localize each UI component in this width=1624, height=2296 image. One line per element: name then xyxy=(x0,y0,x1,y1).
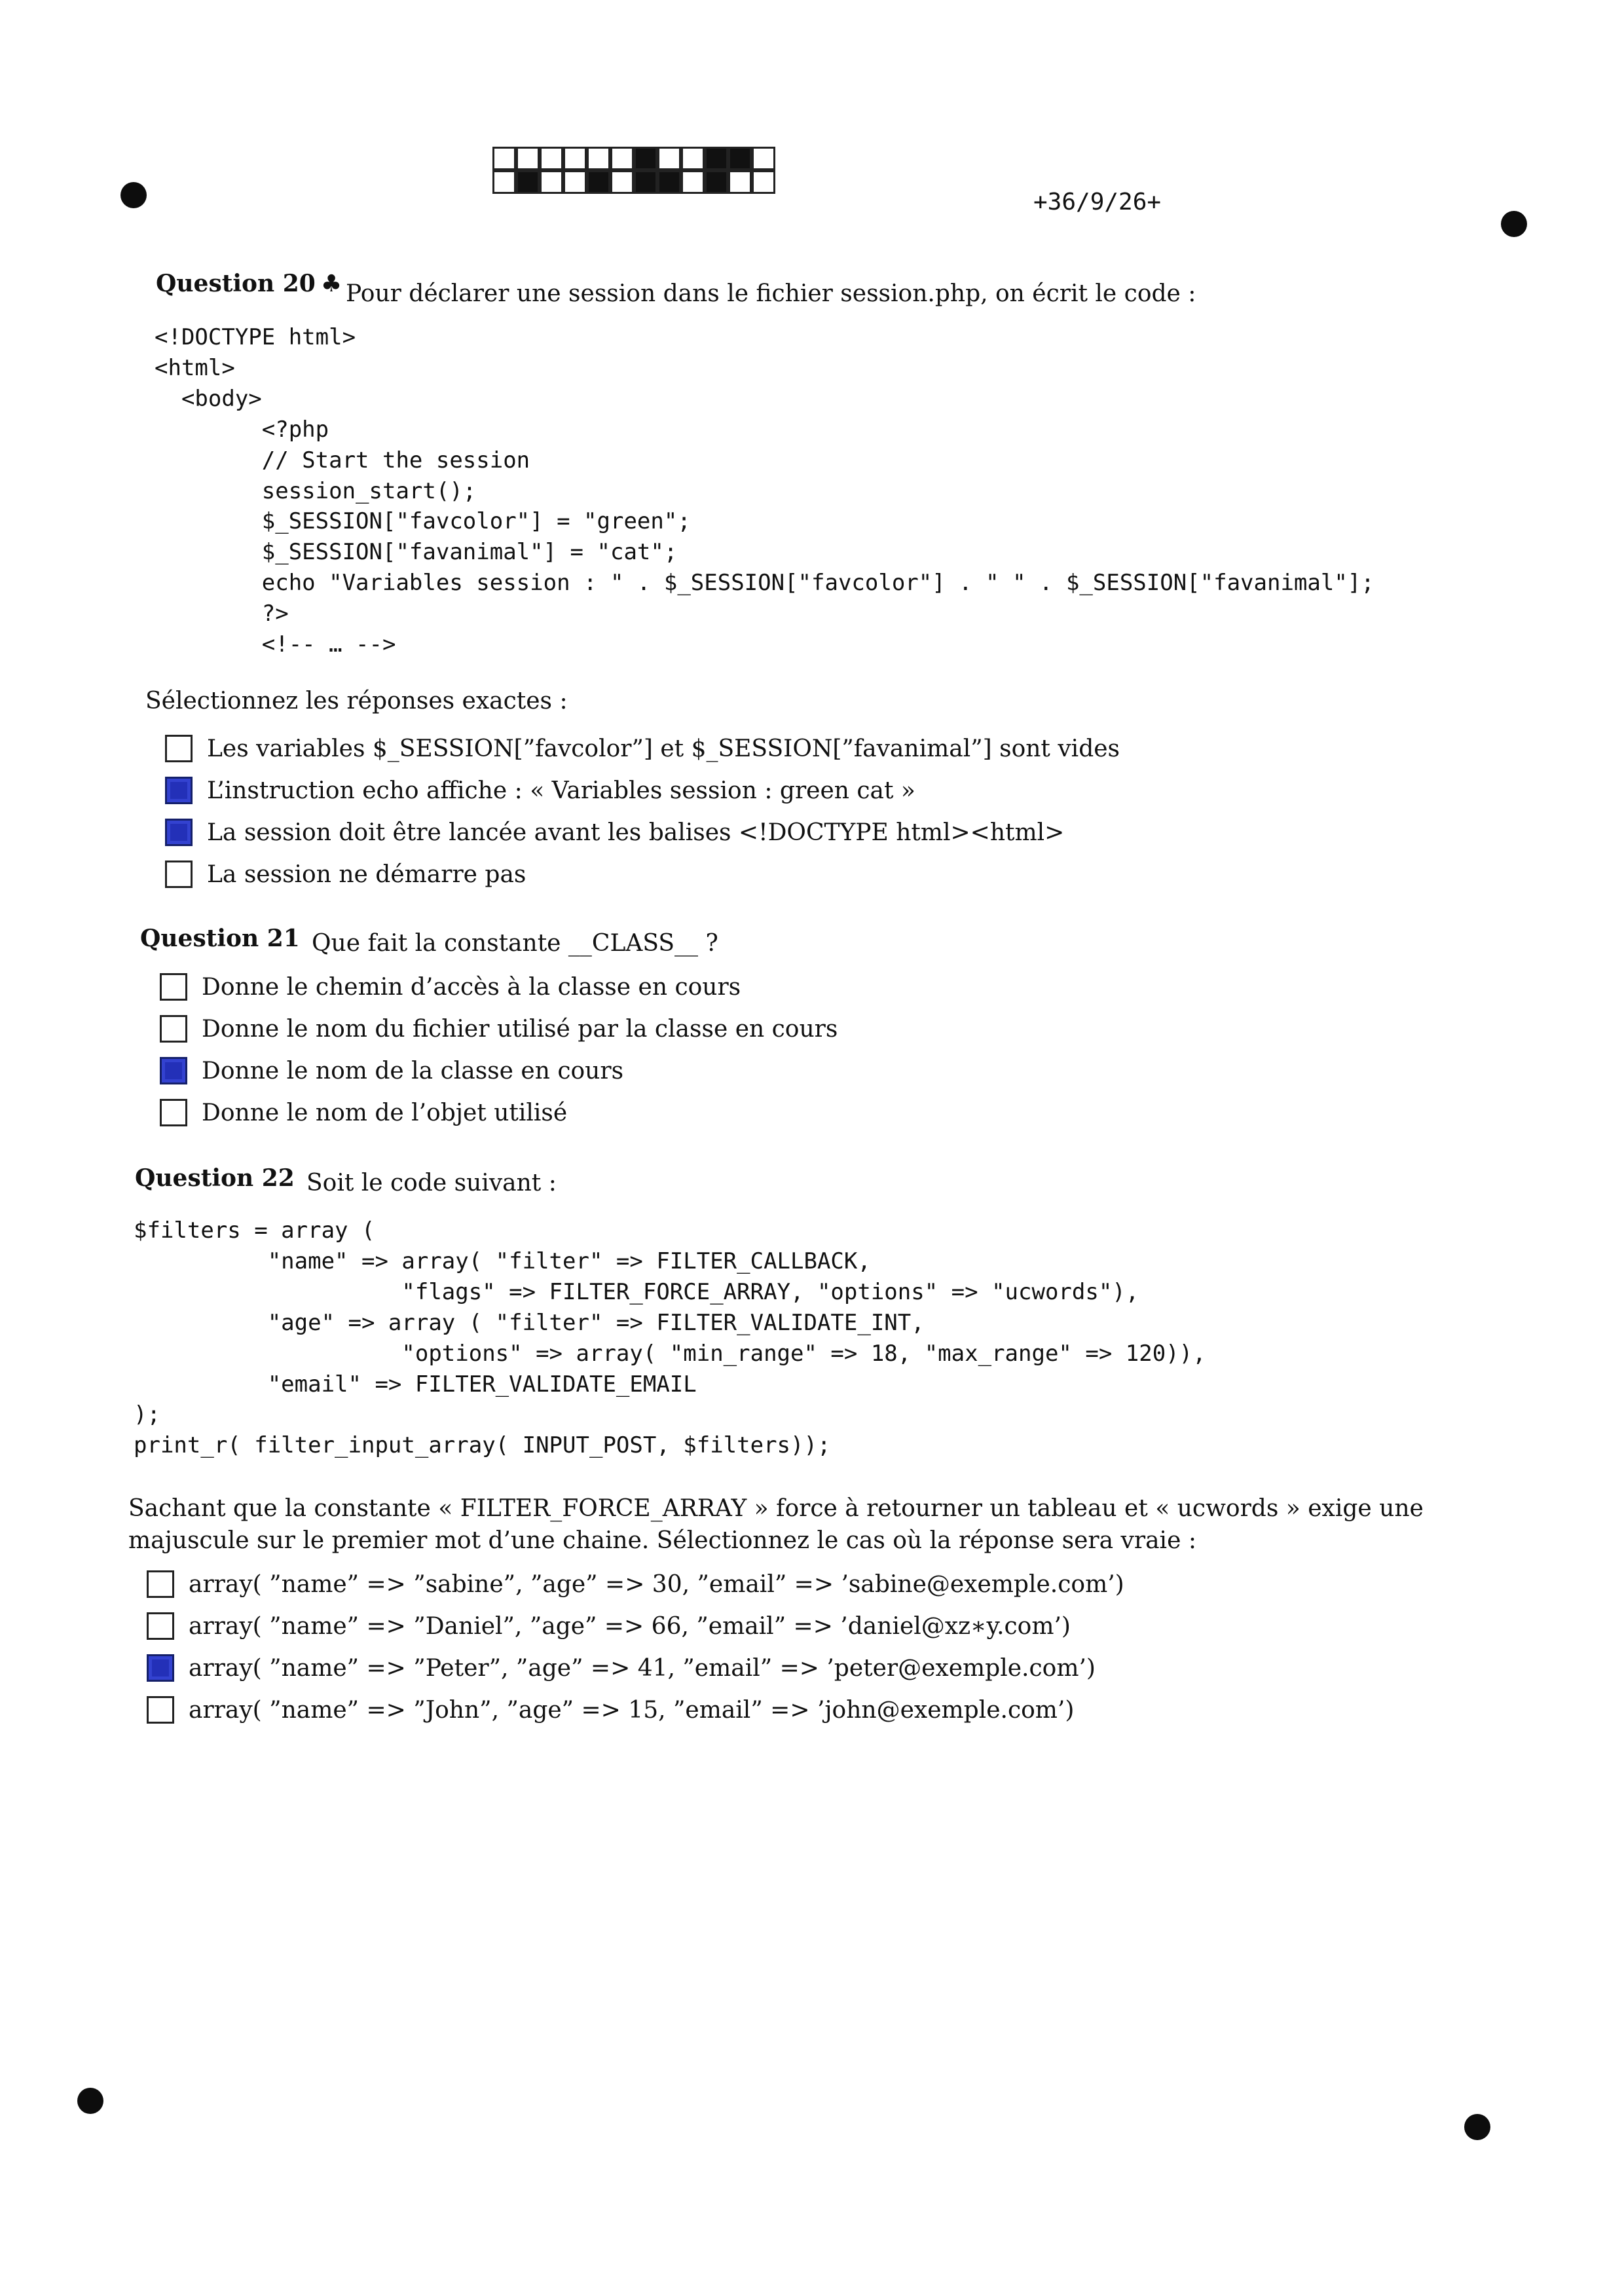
id-grid-cell xyxy=(657,170,681,194)
q22-answer-3[interactable] xyxy=(147,1654,1096,1682)
answer-label: array( ”name” => ”Peter”, ”age” => 41, ”email” => ’peter@exemple.com’) xyxy=(189,1654,1096,1682)
id-grid-cell xyxy=(705,147,728,170)
id-grid-cell xyxy=(657,147,681,170)
sheet-id: +36/9/26+ xyxy=(1033,189,1162,215)
answer-label: array( ”name” => ”sabine”, ”age” => 30, ”email” => ’sabine@exemple.com’) xyxy=(189,1570,1124,1598)
code-line: <!DOCTYPE html> xyxy=(155,324,356,350)
question-22-title: Question 22 xyxy=(135,1164,295,1192)
checkbox[interactable] xyxy=(160,1015,187,1043)
id-grid-cell xyxy=(752,147,775,170)
code-line: "name" => array( "filter" => FILTER_CALLBACK, xyxy=(134,1248,871,1274)
code-line: print_r( filter_input_array( INPUT_POST, $filters)); xyxy=(134,1432,831,1459)
code-line: $_SESSION["favanimal"] = "cat"; xyxy=(155,539,678,566)
answer-label: Donne le chemin d’accès à la classe en cours xyxy=(202,973,741,1001)
answer-label: Les variables $_SESSION[”favcolor”] et $_SESSION[”favanimal”] sont vides xyxy=(207,735,1120,762)
question-20-title xyxy=(156,270,342,297)
code-line: "email" => FILTER_VALIDATE_EMAIL xyxy=(134,1371,697,1398)
q20-answer-3[interactable] xyxy=(165,819,1064,846)
question-21-title: Question 21 xyxy=(140,925,300,952)
question-20-prompt: Sélectionnez les réponses exactes : xyxy=(145,688,568,714)
id-grid-cell xyxy=(610,170,634,194)
code-line: session_start(); xyxy=(155,477,477,504)
registration-mark-bottom-right xyxy=(1464,2114,1490,2140)
registration-mark-bottom-left xyxy=(77,2088,103,2114)
code-line: $_SESSION["favcolor"] = "green"; xyxy=(155,508,691,535)
question-22-text: Soit le code suivant : xyxy=(306,1170,557,1196)
checkbox[interactable] xyxy=(147,1612,174,1640)
code-line: $filters = array ( xyxy=(134,1217,375,1244)
code-line: echo "Variables session : " . $_SESSION["favcolor"] . " " . $_SESSION["favanimal"]; xyxy=(155,570,1375,597)
id-grid-cell xyxy=(492,170,516,194)
id-grid-cell xyxy=(492,147,516,170)
code-line: "flags" => FILTER_FORCE_ARRAY, "options" => "ucwords"), xyxy=(134,1278,1139,1305)
code-line: <body> xyxy=(155,385,262,412)
club-icon: ♣ xyxy=(320,270,342,297)
id-grid-cell xyxy=(563,147,587,170)
q22-answer-4[interactable] xyxy=(147,1696,1074,1724)
code-line: ?> xyxy=(155,601,289,627)
id-grid-cell xyxy=(540,147,563,170)
checked-checkbox[interactable] xyxy=(160,1057,187,1084)
registration-mark-top-left xyxy=(120,182,147,208)
question-21-text: Que fait la constante __CLASS__ ? xyxy=(312,930,718,957)
answer-label: L’instruction echo affiche : « Variables session : green cat » xyxy=(207,777,915,804)
id-grid-cell xyxy=(563,170,587,194)
checked-checkbox[interactable] xyxy=(147,1654,174,1682)
checkbox[interactable] xyxy=(160,973,187,1001)
q22-answer-1[interactable] xyxy=(147,1570,1124,1598)
answer-label: Donne le nom du fichier utilisé par la classe en cours xyxy=(202,1015,838,1043)
q22-answer-2[interactable] xyxy=(147,1612,1071,1640)
id-grid-cell xyxy=(587,147,610,170)
code-line: ); xyxy=(134,1401,160,1428)
q21-answer-3[interactable] xyxy=(160,1057,623,1084)
code-line: <?php xyxy=(155,416,329,443)
id-grid-cell xyxy=(728,170,752,194)
q20-answer-4[interactable] xyxy=(165,861,526,888)
q21-answer-4[interactable] xyxy=(160,1099,567,1126)
code-line: <!-- … --> xyxy=(155,631,396,658)
question-22-code xyxy=(134,1215,1206,1461)
question-20-text: Pour déclarer une session dans le fichier session.php, on écrit le code : xyxy=(346,280,1196,307)
checkbox[interactable] xyxy=(147,1570,174,1598)
question-22-paragraph: Sachant que la constante « FILTER_FORCE_ARRAY » force à retourner un tableau et « ucwords » exige une majuscule sur le premier mot d’une chaine. Sélectionnez le cas où la réponse sera vraie : xyxy=(128,1495,1424,1554)
checkbox[interactable] xyxy=(160,1099,187,1126)
id-grid-cell xyxy=(681,147,705,170)
checked-checkbox[interactable] xyxy=(165,777,193,804)
checkbox[interactable] xyxy=(165,861,193,888)
id-grid-cell xyxy=(752,170,775,194)
id-grid-cell xyxy=(634,170,657,194)
checked-checkbox[interactable] xyxy=(165,819,193,846)
id-grid-cell xyxy=(681,170,705,194)
question-20-code xyxy=(155,322,1375,660)
id-grid-cell xyxy=(516,170,540,194)
id-grid-cell xyxy=(516,147,540,170)
student-id-grid xyxy=(492,147,775,194)
answer-label: Donne le nom de la classe en cours xyxy=(202,1057,624,1084)
id-grid-cell xyxy=(705,170,728,194)
answer-label: array( ”name” => ”Daniel”, ”age” => 66, ”email” => ’daniel@xz∗y.com’) xyxy=(189,1612,1071,1640)
code-line: <html> xyxy=(155,354,235,381)
registration-mark-top-right xyxy=(1501,211,1527,237)
checkbox[interactable] xyxy=(165,735,193,762)
q20-answer-2[interactable] xyxy=(165,777,915,804)
checkbox[interactable] xyxy=(147,1696,174,1724)
id-grid-cell xyxy=(728,147,752,170)
q20-answer-1[interactable] xyxy=(165,735,1120,762)
code-line: "options" => array( "min_range" => 18, "max_range" => 120)), xyxy=(134,1340,1206,1367)
id-grid-cell xyxy=(540,170,563,194)
answer-label: array( ”name” => ”John”, ”age” => 15, ”email” => ’john@exemple.com’) xyxy=(189,1696,1075,1724)
code-line: // Start the session xyxy=(155,447,530,473)
question-title-text: Question 20 xyxy=(156,270,316,297)
answer-label: Donne le nom de l’objet utilisé xyxy=(202,1099,568,1126)
q21-answer-2[interactable] xyxy=(160,1015,838,1043)
answer-label: La session ne démarre pas xyxy=(207,861,526,888)
q21-answer-1[interactable] xyxy=(160,973,741,1001)
id-grid-cell xyxy=(610,147,634,170)
code-line: "age" => array ( "filter" => FILTER_VALIDATE_INT, xyxy=(134,1309,925,1336)
answer-label: La session doit être lancée avant les balises <!DOCTYPE html><html> xyxy=(207,819,1065,846)
id-grid-cell xyxy=(634,147,657,170)
id-grid-cell xyxy=(587,170,610,194)
